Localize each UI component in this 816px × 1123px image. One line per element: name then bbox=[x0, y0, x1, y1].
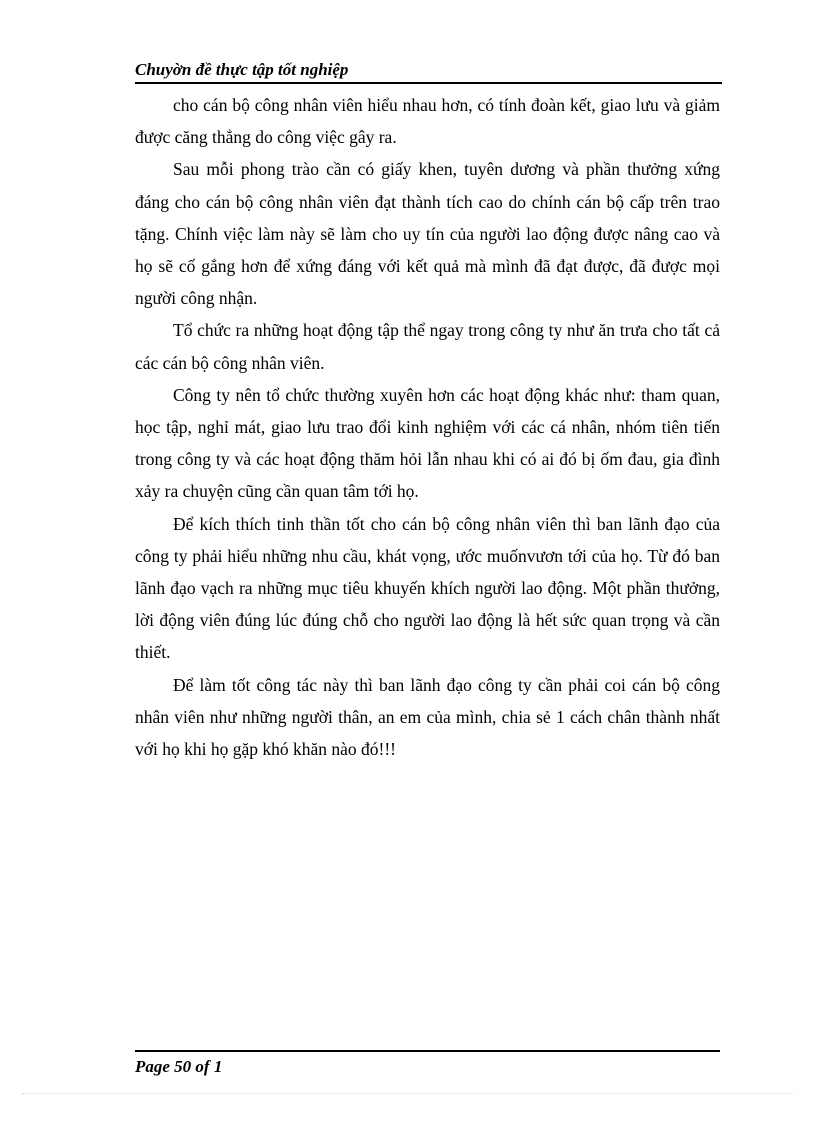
page-footer bbox=[135, 1050, 720, 1076]
paragraph: Để làm tốt công tác này thì ban lãnh đạo công ty cần phải coi cán bộ công nhân viên như những người thân, an em của mình, chia sẻ 1 cách chân thành nhất với họ khi họ gặp khó khăn nào đó!!! bbox=[135, 674, 720, 760]
page-edge-divider bbox=[22, 1093, 794, 1094]
paragraph: Công ty nên tổ chức thường xuyên hơn các hoạt động khác như: tham quan, học tập, nghỉ mát, giao lưu trao đổi kinh nghiệm với các cá nhân, nhóm tiên tiến trong công ty và các hoạt động thăm hỏi lẫn nhau khi có ai đó bị ốm đau, gia đình xảy ra chuyện cũng cần quan tâm tới họ. bbox=[135, 384, 720, 502]
paragraph: Để kích thích tinh thần tốt cho cán bộ công nhân viên thì ban lãnh đạo của công ty phải hiểu những nhu cầu, khát vọng, ước muốnvươn tới của họ. Từ đó ban lãnh đạo vạch ra những mục tiêu khuyến khích người lao động. Một phần thưởng, lời động viên đúng lúc đúng chỗ cho người lao động là hết sức quan trọng và cần thiết. bbox=[135, 513, 720, 663]
paragraph: Sau mỗi phong trào cần có giấy khen, tuyên dương và phần thưởng xứng đáng cho cán bộ công nhân viên đạt thành tích cao do chính cán bộ cấp trên trao tặng. Chính việc làm này sẽ làm cho uy tín của người lao động được nâng cao và họ sẽ cố gắng hơn để xứng đáng với kết quả mà mình đã đạt được, đã được mọi người công nhận. bbox=[135, 159, 720, 309]
document-body bbox=[135, 89, 720, 765]
page-header bbox=[135, 56, 722, 84]
header-title: Chuyờn đề thực tập tốt nghiệp bbox=[135, 60, 349, 79]
paragraph: cho cán bộ công nhân viên hiểu nhau hơn, có tính đoàn kết, giao lưu và giảm được căng thẳng do công việc gây ra. bbox=[135, 95, 720, 148]
page-number: Page 50 of 1 bbox=[135, 1057, 223, 1076]
paragraph: Tổ chức ra những hoạt động tập thể ngay trong công ty như ăn trưa cho tất cả các cán bộ công nhân viên. bbox=[135, 320, 720, 373]
